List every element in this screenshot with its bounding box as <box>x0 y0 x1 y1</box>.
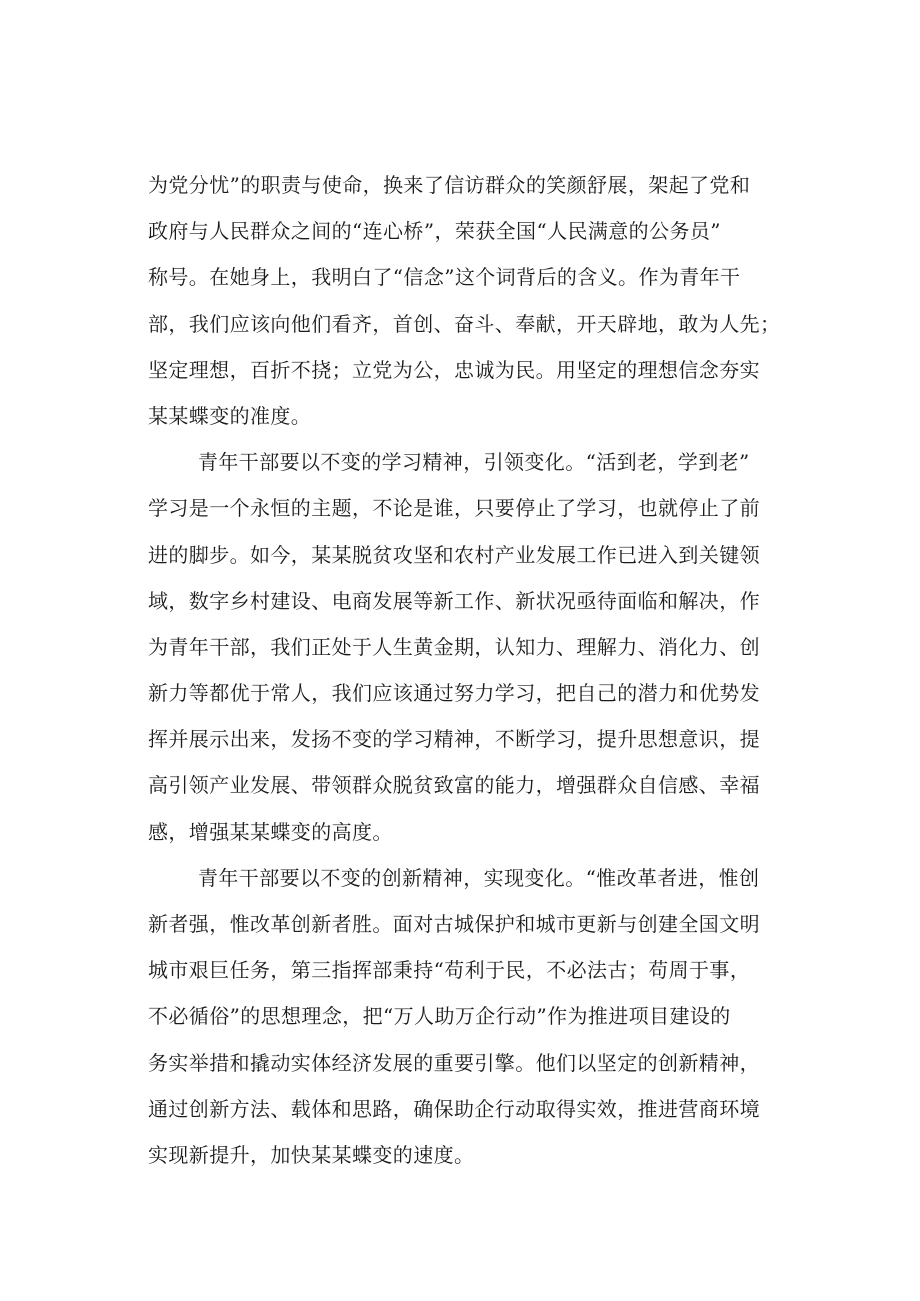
text-line: 坚定理想，百折不挠；立党为公，忠诚为民。用坚定的理想信念夯实 <box>148 357 760 382</box>
text-line: 务实举措和撬动实体经济发展的重要引擎。他们以坚定的创新精神， <box>148 1050 760 1075</box>
text-line: 部，我们应该向他们看齐，首创、奋斗、奉献，开天辟地，敢为人先； <box>148 311 781 336</box>
text-line: 为党分忧”的职责与使命，换来了信访群众的笑颜舒展，架起了党和 <box>148 173 751 197</box>
text-line: 感，增强某某蝶变的高度。 <box>148 819 393 844</box>
document-body <box>148 162 808 1178</box>
text-line: 实现新提升，加快某某蝶变的速度。 <box>148 1142 475 1167</box>
text-line: 青年干部要以不变的学习精神，引领变化。“活到老，学到老” <box>198 450 750 475</box>
text-line: 通过创新方法、载体和思路，确保助企行动取得实效，推进营商环境 <box>148 1096 760 1121</box>
text-line: 学习是一个永恒的主题，不论是谁，只要停止了学习，也就停止了前 <box>148 496 760 521</box>
paragraph-1 <box>148 162 808 439</box>
text-line: 称号。在她身上，我明白了“信念”这个词背后的含义。作为青年干 <box>148 265 741 290</box>
paragraph-2 <box>148 439 808 855</box>
text-line: 政府与人民群众之间的“连心桥”，荣获全国“人民满意的公务员” <box>148 219 721 244</box>
text-line: 新者强，惟改革创新者胜。面对古城保护和城市更新与创建全国文明 <box>148 912 760 936</box>
paragraph-3 <box>148 855 808 1178</box>
text-line: 某某蝶变的准度。 <box>148 403 312 428</box>
text-line: 城市艰巨任务，第三指挥部秉持“苟利于民，不必法古；苟周于事， <box>148 958 751 983</box>
text-line: 为青年干部，我们正处于人生黄金期，认知力、理解力、消化力、创 <box>148 634 760 659</box>
text-line: 进的脚步。如今，某某脱贫攻坚和农村产业发展工作已进入到关键领 <box>148 542 760 567</box>
text-line: 新力等都优于常人，我们应该通过努力学习，把自己的潜力和优势发 <box>148 681 760 706</box>
text-line: 高引领产业发展、带领群众脱贫致富的能力，增强群众自信感、幸福 <box>148 773 760 798</box>
text-line: 青年干部要以不变的创新精神，实现变化。“惟改革者进，惟创 <box>198 865 760 890</box>
text-line: 挥并展示出来，发扬不变的学习精神，不断学习，提升思想意识，提 <box>148 727 760 752</box>
text-line: 不必循俗”的思想理念，把“万人助万企行动”作为推进项目建设的 <box>148 1004 731 1029</box>
text-line: 域，数字乡村建设、电商发展等新工作、新状况亟待面临和解决，作 <box>148 588 760 613</box>
